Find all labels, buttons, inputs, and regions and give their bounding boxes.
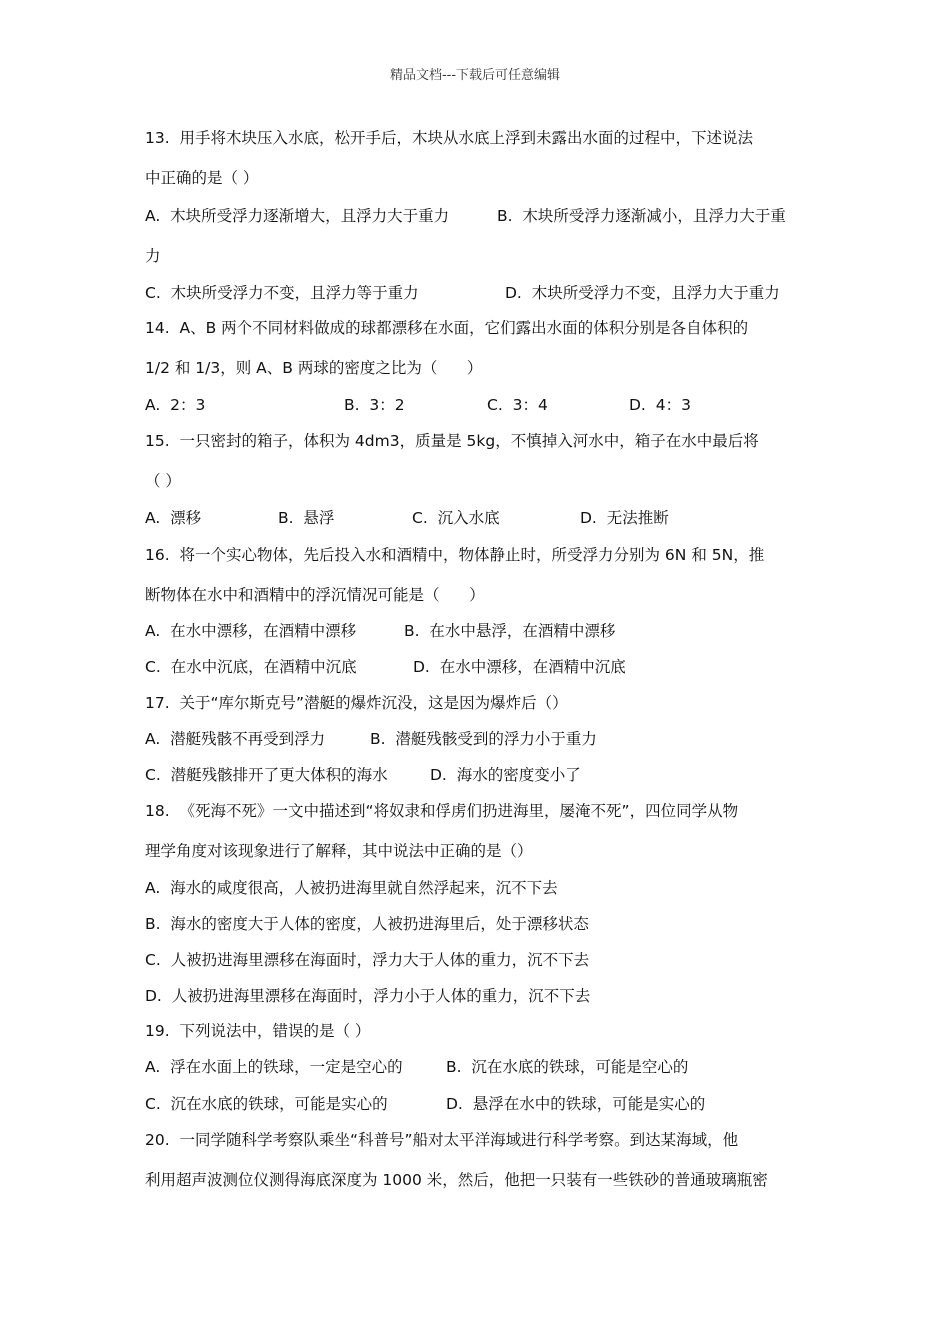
q20-stem-line2: 利用超声波测位仪测得海底深度为 1000 米，然后，他把一只装有一些铁砂的普通玻璃瓶密 (145, 1171, 768, 1189)
q18-option-a: A. 海水的咸度很高，人被扔进海里就自然浮起来，沉不下去 (145, 879, 558, 897)
q15-option-d: D. 无法推断 (580, 509, 669, 527)
q18-option-b: B. 海水的密度大于人体的密度，人被扔进海里后，处于漂移状态 (145, 915, 589, 933)
q15-stem-line2: （ ） (145, 472, 181, 490)
q19-option-d: D. 悬浮在水中的铁球，可能是实心的 (446, 1095, 706, 1113)
q19-option-b: B. 沉在水底的铁球，可能是空心的 (446, 1058, 689, 1076)
q16-stem-line2: 断物体在水中和酒精中的浮沉情况可能是（ ） (145, 586, 485, 604)
q13-option-b: B. 木块所受浮力逐渐减小，且浮力大于重 (497, 207, 786, 225)
q14-option-b: B. 3：2 (344, 396, 405, 414)
q15-option-c: C. 沉入水底 (412, 509, 500, 527)
q17-option-b: B. 潜艇残骸受到的浮力小于重力 (370, 730, 597, 748)
q16-option-a: A. 在水中漂移，在酒精中漂移 (145, 622, 357, 640)
q16-stem-line1: 16. 将一个实心物体，先后投入水和酒精中，物体静止时，所受浮力分别为 6N 和 5N，推 (145, 546, 765, 564)
q18-stem-line2: 理学角度对该现象进行了解释，其中说法中正确的是（） (145, 842, 533, 860)
q16-option-b: B. 在水中悬浮，在酒精中漂移 (404, 622, 616, 640)
q14-option-a: A. 2：3 (145, 396, 206, 414)
q15-option-b: B. 悬浮 (278, 509, 335, 527)
q14-stem-line1: 14. A、B 两个不同材料做成的球都漂移在水面，它们露出水面的体积分别是各自体积的 (145, 319, 749, 337)
q18-option-d: D. 人被扔进海里漂移在海面时，浮力小于人体的重力，沉不下去 (145, 987, 591, 1005)
q16-option-c: C. 在水中沉底，在酒精中沉底 (145, 658, 357, 676)
q17-option-d: D. 海水的密度变小了 (430, 766, 581, 784)
q15-stem-line1: 15. 一只密封的箱子，体积为 4dm3，质量是 5kg，不慎掉入河水中，箱子在水中最后将 (145, 432, 759, 450)
q13-stem-line2: 中正确的是（ ） (145, 169, 259, 187)
q17-option-a: A. 潜艇残骸不再受到浮力 (145, 730, 326, 748)
page-header: 精品文档---下载后可任意编辑 (389, 68, 561, 83)
q13-stem-line1: 13. 用手将木块压入水底，松开手后，木块从水底上浮到未露出水面的过程中，下述说法 (145, 129, 754, 147)
q19-stem-line1: 19. 下列说法中，错误的是（ ） (145, 1022, 371, 1040)
q16-option-d: D. 在水中漂移，在酒精中沉底 (413, 658, 626, 676)
q14-option-d: D. 4：3 (629, 396, 691, 414)
q15-option-a: A. 漂移 (145, 509, 202, 527)
q20-stem-line1: 20. 一同学随科学考察队乘坐“科普号”船对太平洋海域进行科学考察。到达某海域，他 (145, 1131, 739, 1149)
q17-stem-line1: 17. 关于“库尔斯克号”潜艇的爆炸沉没，这是因为爆炸后（） (145, 694, 568, 712)
q13-option-b-cont: 力 (145, 247, 161, 265)
q13-option-d: D. 木块所受浮力不变，且浮力大于重力 (505, 284, 780, 302)
q18-stem-line1: 18. 《死海不死》一文中描述到“将奴隶和俘虏们扔进海里，屡淹不死”，四位同学从物 (145, 802, 739, 820)
q14-stem-line2: 1/2 和 1/3，则 A、B 两球的密度之比为（ ） (145, 359, 483, 377)
q18-option-c: C. 人被扔进海里漂移在海面时，浮力大于人体的重力，沉不下去 (145, 951, 590, 969)
q13-option-a: A. 木块所受浮力逐渐增大，且浮力大于重力 (145, 207, 450, 225)
q19-option-c: C. 沉在水底的铁球，可能是实心的 (145, 1095, 388, 1113)
q13-option-c: C. 木块所受浮力不变，且浮力等于重力 (145, 284, 419, 302)
q19-option-a: A. 浮在水面上的铁球，一定是空心的 (145, 1058, 403, 1076)
q17-option-c: C. 潜艇残骸排开了更大体积的海水 (145, 766, 388, 784)
q14-option-c: C. 3：4 (487, 396, 548, 414)
